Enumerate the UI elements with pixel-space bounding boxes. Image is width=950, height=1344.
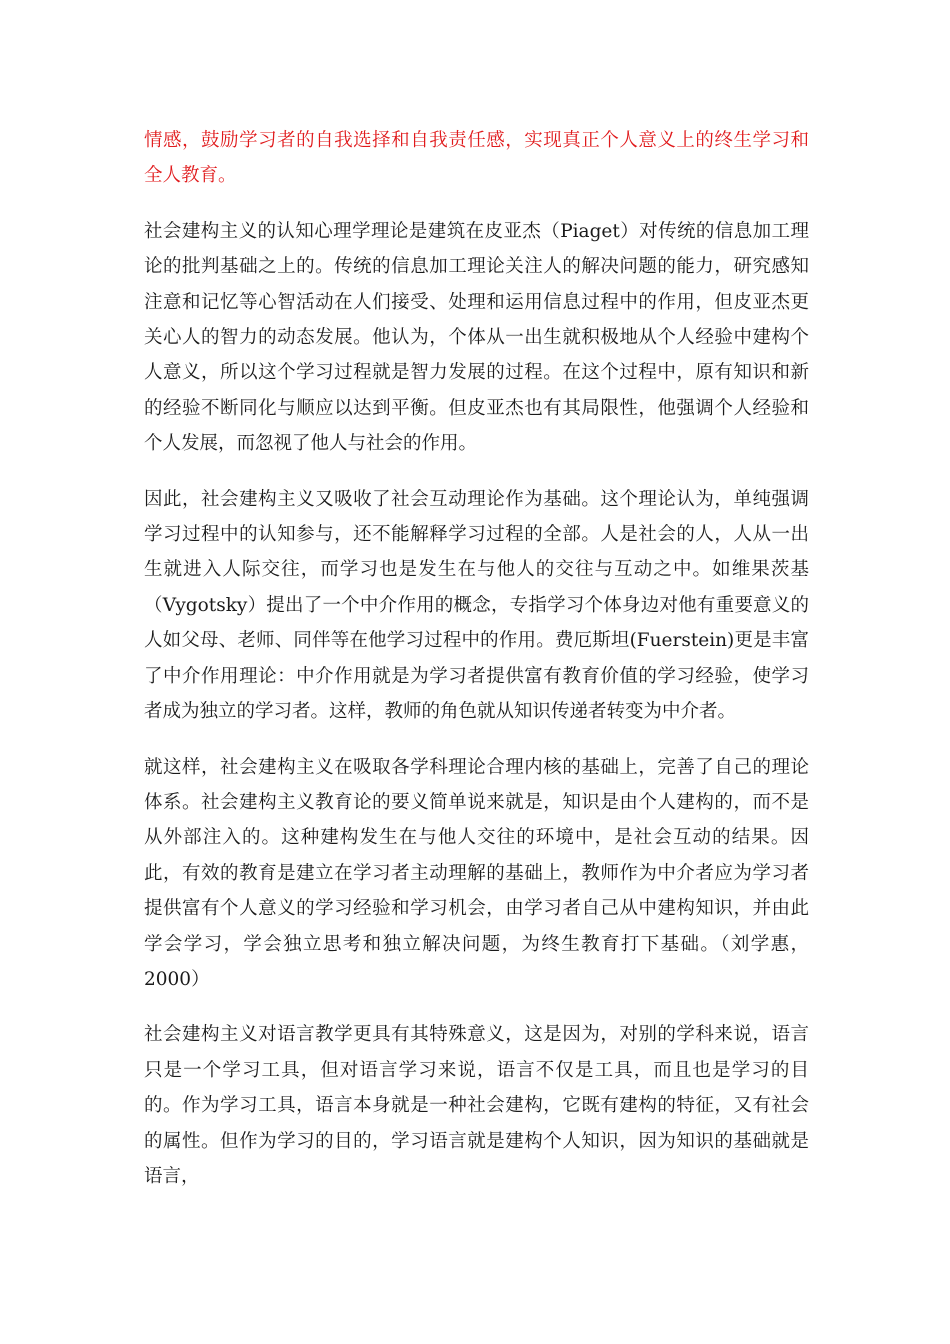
document-body xyxy=(144,123,809,1214)
paragraph-social-interaction: 因此，社会建构主义又吸收了社会互动理论作为基础。这个理论认为，单纯强调学习过程中的认知参与，还不能解释学习过程的全部。人是社会的人，人从一出生就进入人际交往，而学习也是发生在与他人的交往与互动之中。如维果茨基（Vygotsky）提出了一个中介作用的概念，专指学习个体身边对他有重要意义的人如父母、老师、同伴等在他学习过程中的作用。费厄斯坦(Fuerstein)更是丰富了中介作用理论：中介作用就是为学习者提供富有教育价值的学习经验，使学习者成为独立的学习者。这样，教师的角色就从知识传递者转变为中介者。 xyxy=(144,488,809,723)
paragraph-theory-system: 就这样，社会建构主义在吸取各学科理论合理内核的基础上，完善了自己的理论体系。社会建构主义教育论的要义简单说来就是，知识是由个人建构的，而不是从外部注入的。这种建构发生在与他人交往的环境中，是社会互动的结果。因此，有效的教育是建立在学习者主动理解的基础上，教师作为中介者应为学习者提供富有个人意义的学习经验和学习机会，由学习者自己从中建构知识，并由此学会学习，学会独立思考和独立解决问题，为终生教育打下基础。（刘学惠，2000） xyxy=(144,756,809,990)
paragraph-piaget: 社会建构主义的认知心理学理论是建筑在皮亚杰（Piaget）对传统的信息加工理论的批判基础之上的。传统的信息加工理论关注人的解决问题的能力，研究感知注意和记忆等心智活动在人们接受、处理和运用信息过程中的作用，但皮亚杰更关心人的智力的动态发展。他认为，个体从一出生就积极地从个人经验中建构个人意义，所以这个学习过程就是智力发展的过程。在这个过程中，原有知识和新的经验不断同化与顺应以达到平衡。但皮亚杰也有其局限性，他强调个人经验和个人发展，而忽视了他人与社会的作用。 xyxy=(144,220,809,455)
paragraph-language-teaching: 社会建构主义对语言教学更具有其特殊意义，这是因为，对别的学科来说，语言只是一个学习工具，但对语言学习来说，语言不仅是工具，而且也是学习的目的。作为学习工具，语言本身就是一种社会建构，它既有建构的特征，又有社会的属性。但作为学习的目的，学习语言就是建构个人知识，因为知识的基础就是语言， xyxy=(144,1024,809,1187)
paragraph-highlighted: 情感，鼓励学习者的自我选择和自我责任感，实现真正个人意义上的终生学习和全人教育。 xyxy=(144,130,809,187)
